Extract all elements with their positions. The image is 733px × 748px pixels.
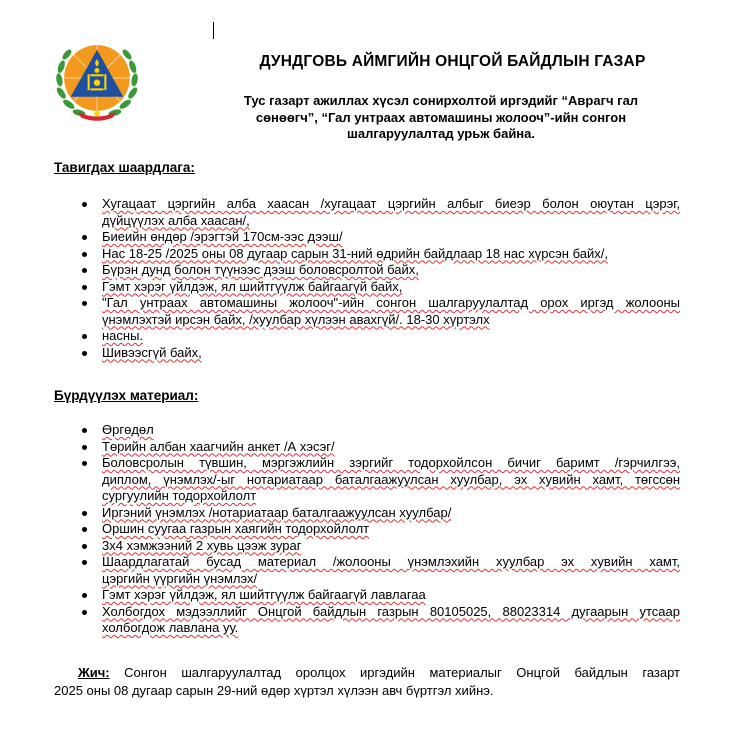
list-item-text: цэргийн үүргийн үнэмлэх/ [102, 570, 258, 586]
list-item-text: Боловсролын түвшин, мэргэжлийн зэргийг тодорхойлсон бичиг баримт /гэрчилгээ, [102, 455, 680, 470]
list-item [0, 538, 680, 555]
subtitle-line: сөнөөгч”, “Гал унтраах автомашины жолооч”-ийн сонгон [255, 109, 627, 125]
materials-list [0, 422, 680, 637]
list-item-text: Биеийн өндөр /эрэгтэй 170см-ээс дээш/ [102, 229, 343, 244]
list-item-text: Өргөдөл [102, 422, 154, 437]
list-item-text: Гэмт хэрэг үйлдэж, ял шийтгүүлж байгаагүй байх, [102, 278, 403, 294]
list-item [0, 439, 680, 456]
materials-heading: Бүрдүүлэх материал: [54, 388, 199, 403]
list-item-text: Оршин суугаа газрын хаягийн тодорхойлолт [102, 521, 370, 536]
list-item-text: холбогдож лавлана уу. [102, 620, 239, 635]
list-item-text: Холбогдох мэдээллийг Онцгой байдлын газрын 80105025, 88023314 дугаарын утсаар [102, 603, 680, 619]
list-item [0, 196, 680, 229]
list-item [0, 279, 680, 296]
list-item-text: Шивээсгүй байх, [102, 344, 202, 360]
list-item-text: "Гал унтраах автомашины жолооч"-ийн сонгон шалгаруулалтад орох иргэд жолооны [102, 295, 680, 310]
list-item [0, 505, 680, 522]
list-item [0, 455, 680, 505]
list-item-text: Төрийн албан хаагчийн анкет /А хэсэг/ [102, 438, 335, 454]
list-item [0, 604, 680, 637]
list-item [0, 328, 680, 345]
list-item-text: Шаардлагатай бусад материал /жолооны үнэмлэхийн хуулбар эх хувийн хамт, [102, 554, 680, 569]
note-text: Сонгон шалгаруулалтад оролцох иргэдийн материалыг Онцгой байдлын газарт [109, 665, 680, 680]
subtitle-line: Тус газарт ажиллах хүсэл сонирхолтой иргэдийг “Аврагч гал [243, 93, 639, 108]
subtitle-line: шалгаруулалтад урьж байна. [347, 126, 535, 141]
note-line [54, 664, 680, 682]
requirements-list [0, 196, 680, 361]
list-item-text: Хугацаат цэргийн алба хаасан /хугацаат цэргийн албыг биеэр болон оюутан цэрэг, [102, 196, 680, 211]
list-item [0, 345, 680, 362]
text-cursor [213, 22, 214, 39]
list-item [0, 554, 680, 587]
list-item-text: үнэмлэхтэй ирсэн байх, /хуулбар хүлээн авахгүй/. 18-30 хүртэлх [102, 311, 490, 327]
list-item [0, 295, 680, 328]
list-item-text: дүйцүүлэх алба хаасан/, [102, 212, 250, 228]
list-item-text: 3х4 хэмжээний 2 хувь цээж зураг [102, 537, 302, 553]
list-item-text: Иргэний үнэмлэх /нотариатаар баталгаажуулсан хуулбар/ [102, 504, 452, 520]
document-title: ДУНДГОВЬ АЙМГИЙН ОНЦГОЙ БАЙДЛЫН ГАЗАР [259, 53, 646, 70]
list-item-text: диплом, үнэмлэх/-ыг нотариатаар баталгаажуулсан хуулбар, эх хувийн хамт, төгссөн [102, 471, 680, 487]
list-item [0, 422, 680, 439]
mongolia-emergency-emblem-icon [50, 31, 144, 125]
list-item [0, 229, 680, 246]
document-subtitle [212, 93, 670, 143]
list-item-text: насны. [102, 328, 144, 343]
list-item [0, 587, 680, 604]
list-item-text: сургуулийн тодорхойлолт [102, 488, 257, 503]
list-item-text: Гэмт хэрэг үйлдэж, ял шийтгүүлж байгаагүй лавлагаа [102, 587, 426, 602]
note-label: Жич: [78, 665, 110, 680]
note-paragraph [54, 664, 680, 700]
list-item [0, 521, 680, 538]
note-line: 2025 оны 08 дугаар сарын 29-ний өдөр хүртэл хүлээн авч бүртгэл хийнэ. [54, 683, 494, 698]
list-item [0, 262, 680, 279]
list-item-text: Нас 18-25 /2025 оны 08 дугаар сарын 31-ний өдрийн байдлаар 18 нас хүрсэн байх/, [102, 245, 608, 261]
list-item-text: Бүрэн дунд болон түүнээс дээш боловсролтой байх, [102, 262, 419, 277]
list-item [0, 246, 680, 263]
requirements-heading: Тавигдах шаардлага: [54, 160, 195, 175]
